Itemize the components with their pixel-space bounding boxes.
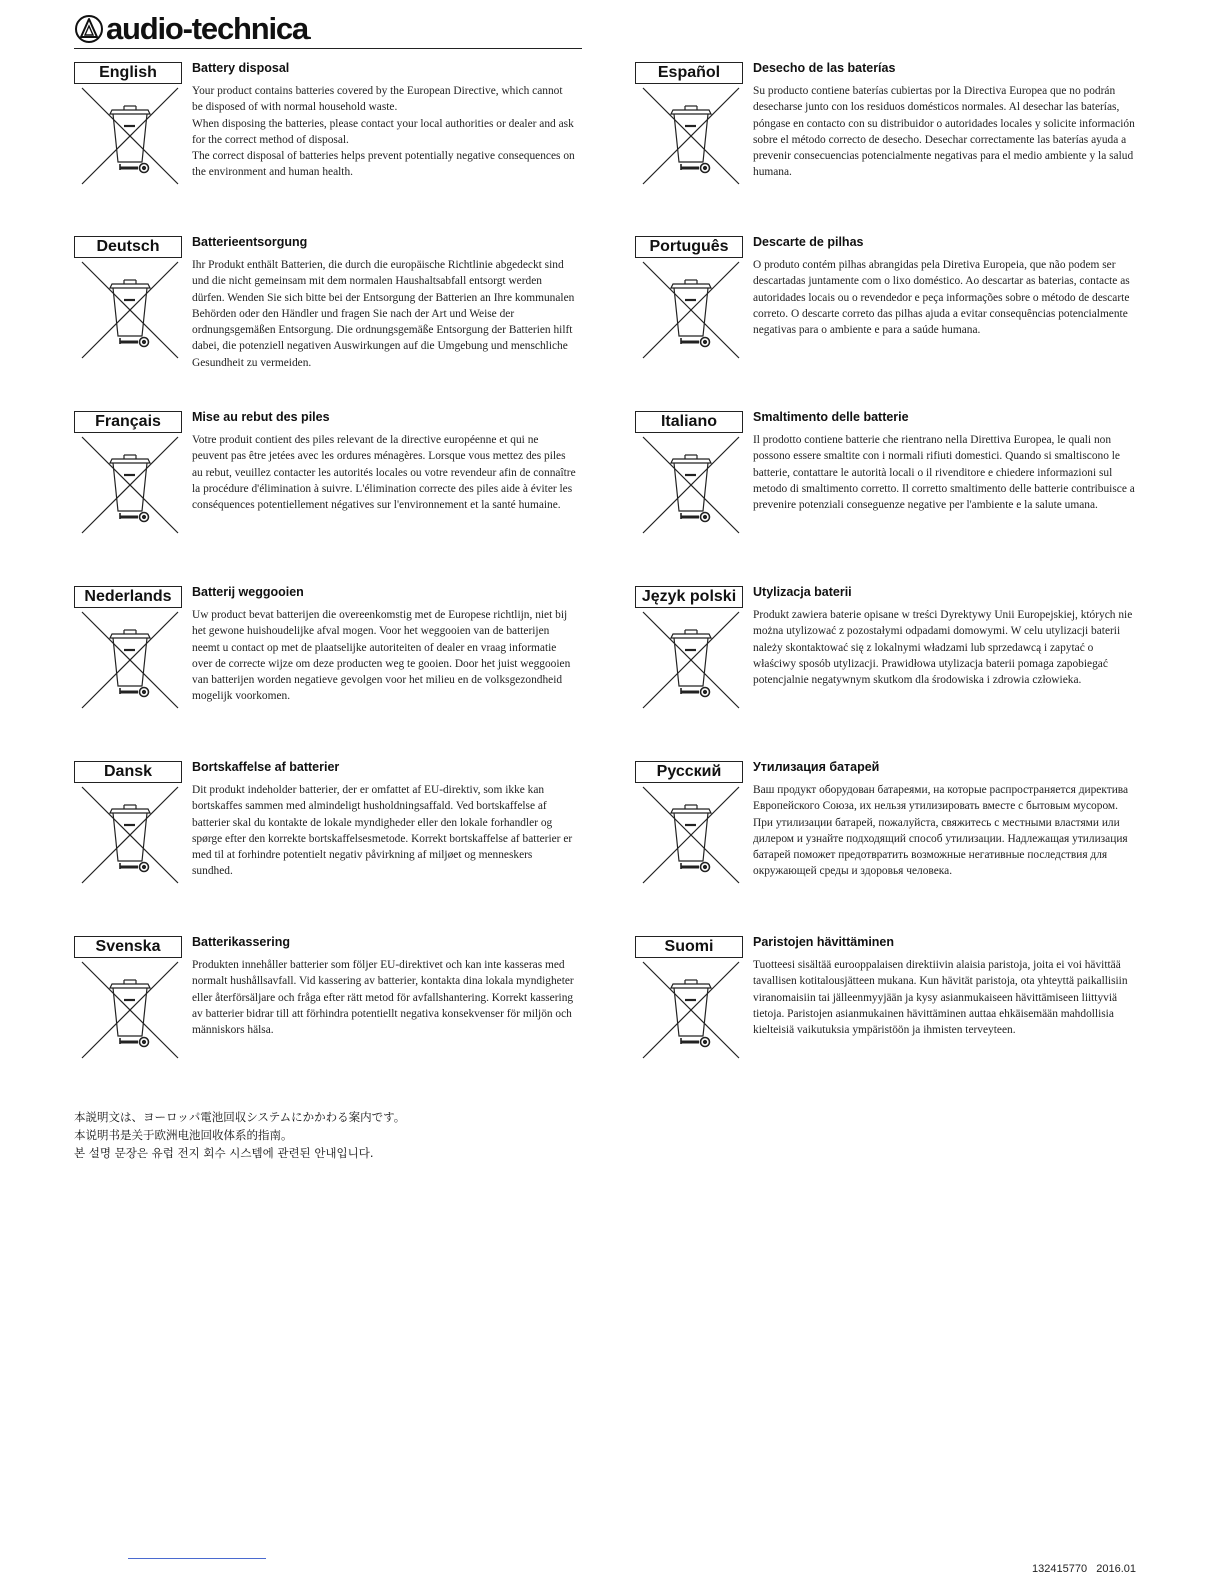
section-title: Bortskaffelse af batterier — [192, 760, 340, 774]
crossed-bin-icon — [80, 960, 180, 1060]
doc-number: 132415770 — [1032, 1563, 1088, 1575]
section-body: Tuotteesi sisältää eurooppalaisen direktiivin alaisia paristoja, joita ei voi hävittää tavallisen kotitalousjätteen mukana. Kun hävität paristoja, ota yhteyttä paikallisiin viranomaisiin tai jälleenmyyjään ja kysy asianmukaiseen hävittämiseen liittyviä tietoja. Paristojen asianmukainen hävittäminen auttaa ehkäisemään mahdollisia kielteisiä vaikutuksia ympäristöön ja ihmisten terveyteen. — [753, 959, 1128, 1037]
section-title: Desecho de las baterías — [753, 61, 896, 75]
section-body: Your product contains batteries covered by the European Directive, which cannot be disposed of with normal household waste. When disposing the batteries, please contact your local authorities or dealer and ask for the correct method of disposal. The correct disposal of batteries helps prevent potentially negative consequences on the environment and human health. — [192, 85, 575, 179]
section-body: Ваш продукт оборудован батареями, на которые распространяется директива Европейского Союза, их нельзя утилизировать вместе с бытовым мусором. При утилизации батарей, пожалуйста, свяжитесь с местными властями или дилером и узнайте подходящий способ утилизации. Надлежащая утилизация батарей поможет предотвратить возможные негативные последствия для окружающей среды и здоровья человека. — [753, 784, 1129, 878]
section-title: Smaltimento delle batterie — [753, 410, 909, 424]
language-label: Nederlands — [74, 586, 182, 608]
section-portugues — [635, 236, 1135, 406]
asian-language-notes — [74, 1108, 674, 1162]
section-polski — [635, 586, 1135, 756]
section-title: Utylizacja baterii — [753, 585, 852, 599]
section-body: Il prodotto contiene batterie che rientrano nella Direttiva Europea, le quali non possono essere smaltite con i normali rifiuti domestici. Quando si smaltiscono le batterie, contattare le autorità locali o il rivenditore e chiedere informazioni sul metodo di smaltimento corretto. Il corretto smaltimento delle batterie contribuisce a prevenire potenziali conseguenze negative per l'ambiente e la salute umana. — [753, 434, 1135, 512]
language-label: English — [74, 62, 182, 84]
section-russkiy — [635, 761, 1135, 931]
language-label: Português — [635, 236, 743, 258]
section-italiano — [635, 411, 1135, 581]
crossed-bin-icon — [80, 785, 180, 885]
brand-dot: . — [307, 26, 311, 42]
language-label: Svenska — [74, 936, 182, 958]
section-deutsch — [74, 236, 574, 406]
section-suomi — [635, 936, 1135, 1106]
note-japanese: 本説明文は、ヨーロッパ電池回収システムにかかわる案内です。 — [74, 1110, 406, 1124]
section-body: O produto contém pilhas abrangidas pela Diretiva Europeia, que não podem ser descartadas juntamente com o lixo doméstico. Ao descartar as baterias, contacte as autoridades locais ou o revendedor e peça informações sobre o método de descarte correto. O descarte correto das pilhas ajuda a evitar consequências potencialmente negativas para o ambiente e para a saúde humana. — [753, 259, 1130, 337]
section-title: Batterieentsorgung — [192, 235, 308, 249]
crossed-bin-icon — [80, 610, 180, 710]
note-korean: 본 설명 문장은 유럽 전지 회수 시스템에 관련된 안내입니다. — [74, 1146, 374, 1160]
section-title: Battery disposal — [192, 61, 290, 75]
doc-date: 2016.01 — [1096, 1563, 1136, 1575]
footer-rule — [128, 1558, 266, 1559]
crossed-bin-icon — [80, 260, 180, 360]
section-body: Su producto contiene baterías cubiertas por la Directiva Europea que no podrán desecharse junto con los residuos domésticos normales. Al desechar las baterías, póngase en contacto con su distribuidor o autoridades locales y solicite información sobre el método correcto de desecho. Desechar correctamente las baterías ayuda a prevenir consecuencias potencialmente negativas para el medio ambiente y la salud humana. — [753, 85, 1135, 179]
document-code — [1032, 1563, 1136, 1575]
section-title: Descarte de pilhas — [753, 235, 864, 249]
language-label: Français — [74, 411, 182, 433]
section-body: Produkten innehåller batterier som följer EU-direktivet och kan inte kasseras med normalt hushållsavfall. Vid kassering av batterier, kontakta dina lokala myndigheter eller återförsäljare och fråga efter rätt metod för avfallshantering. Korrekt kassering av batterier bidrar till att förhindra potentiellt negativa konsekvenser för miljön och människors hälsa. — [192, 959, 574, 1037]
crossed-bin-icon — [641, 785, 741, 885]
language-label: Deutsch — [74, 236, 182, 258]
section-dansk — [74, 761, 574, 931]
section-francais — [74, 411, 574, 581]
crossed-bin-icon — [80, 435, 180, 535]
language-label: Italiano — [635, 411, 743, 433]
language-label: Dansk — [74, 761, 182, 783]
brand-name: audio-technica. — [106, 11, 311, 46]
crossed-bin-icon — [641, 435, 741, 535]
language-label: Suomi — [635, 936, 743, 958]
section-body: Ihr Produkt enthält Batterien, die durch die europäische Richtlinie abgedeckt sind und die nicht gemeinsam mit dem normalen Haushaltsabfall entsorgt werden dürfen. Wenden Sie sich bitte bei der Entsorgung der Batterien an Ihre kommunalen Behörden oder den Händler und fragen Sie nach der Art und Weise der ordnungsgemäßen Entsorgung. Die ordnungsgemäße Entsorgung der Batterien hilft dabei, die potenziell negativen Auswirkungen auf die Umgebung und menschliche Gesundheit zu vermeiden. — [192, 259, 575, 369]
section-title: Batterikassering — [192, 935, 290, 949]
section-espanol — [635, 62, 1135, 232]
crossed-bin-icon — [641, 960, 741, 1060]
crossed-bin-icon — [641, 610, 741, 710]
section-english — [74, 62, 574, 232]
section-nederlands — [74, 586, 574, 756]
section-svenska — [74, 936, 574, 1106]
crossed-bin-icon — [80, 86, 180, 186]
brand-header — [74, 10, 582, 49]
section-body: Votre produit contient des piles relevant de la directive européenne et qui ne peuvent pas être jetées avec les ordures ménagères. Lorsque vous mettez des piles au rebut, veuillez contacter les autorités locales ou votre revendeur afin de connaître la procédure d'élimination à suivre. L'élimination correcte des piles aide à éviter les conséquences potentiellement négatives sur l'environnement et la santé humaine. — [192, 434, 576, 512]
section-body: Uw product bevat batterijen die overeenkomstig met de Europese richtlijn, niet bij het gewone huishoudelijke afval mogen. Voor het weggooien van de batterijen neemt u contact op met de plaatselijke autoriteiten of dealer en vraag informatie over de correcte wijze om deze producten weg te gooien. Door het juist weggooien van batterijen worden negatieve gevolgen voor het milieu en de volksgezondheid mogelijk voorkomen. — [192, 609, 571, 703]
section-title: Batterij weggooien — [192, 585, 304, 599]
language-label: Español — [635, 62, 743, 84]
section-title: Paristojen hävittäminen — [753, 935, 895, 949]
language-label: Русский — [635, 761, 743, 783]
language-label: Język polski — [635, 586, 743, 608]
crossed-bin-icon — [641, 260, 741, 360]
section-body: Produkt zawiera baterie opisane w treści Dyrektywy Unii Europejskiej, których nie można utylizować z pozostałymi odpadami domowymi. W celu utylizacji baterii należy skontaktować się z lokalnymi władzami lub sprzedawcą i zapytać o właściwy sposób utylizacji. Prawidłowa utylizacja baterii pomaga zapobiegać potencjalnie negatywnym skutkom dla środowiska i zdrowia człowieka. — [753, 609, 1133, 687]
audio-technica-logo-icon — [74, 14, 104, 44]
crossed-bin-icon — [641, 86, 741, 186]
section-title: Mise au rebut des piles — [192, 410, 330, 424]
section-title: Утилизация батарей — [753, 760, 880, 774]
note-chinese: 本说明书是关于欧洲电池回收体系的指南。 — [74, 1128, 293, 1142]
section-body: Dit produkt indeholder batterier, der er omfattet af EU-direktiv, som ikke kan bortskaffes sammen med almindeligt husholdningsaffald. Ved bortskaffelse af batterier skal du kontakte de lokale myndigheder eller den lokale forhandler og spørge efter den korrekte bortskaffelsesmetode. Korrekt bortskaffelse af batterier er med til at forhindre potentielt negativ påvirkning af miljøet og menneskers sundhed. — [192, 784, 573, 878]
